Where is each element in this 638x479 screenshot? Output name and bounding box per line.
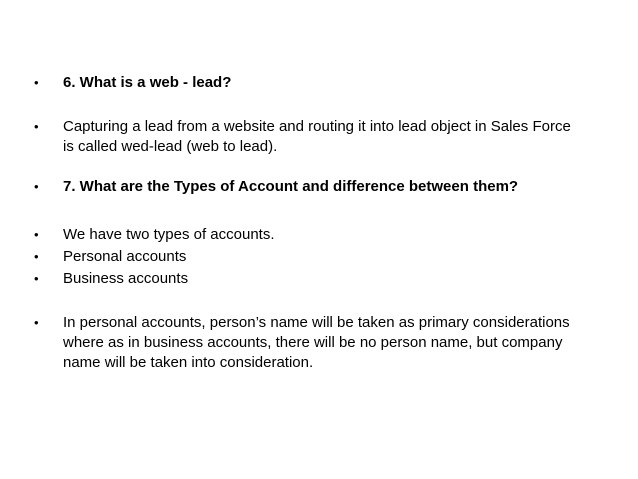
bullet-icon: • [34,315,39,330]
bullet-item [34,177,574,197]
question-6: 6. What is a web - lead? [63,74,232,91]
bullet-icon: • [34,227,39,242]
account-type-business: Business accounts [63,270,189,287]
bullet-item [34,269,574,289]
bullet-icon: • [34,249,39,264]
bullet-icon: • [34,119,39,134]
answer-6: Capturing a lead from a website and routing it into lead object in Sales Force is called wed-lead (web to lead). [63,118,571,155]
bullet-item [34,73,574,93]
answer-7-difference: In personal accounts, person’s name will be taken as primary considerations where as in business accounts, there will be no person name, but company name will be taken into consideration. [63,314,570,371]
bullet-item [34,313,574,373]
account-type-personal: Personal accounts [63,248,187,265]
bullet-item [34,225,574,245]
answer-7-intro: We have two types of accounts. [63,226,275,243]
bullet-icon: • [34,75,39,90]
bullet-icon: • [34,179,39,194]
bullet-icon: • [34,271,39,286]
bullet-item [34,247,574,267]
question-7: 7. What are the Types of Account and difference between them? [63,178,519,195]
bullet-item [34,117,574,157]
